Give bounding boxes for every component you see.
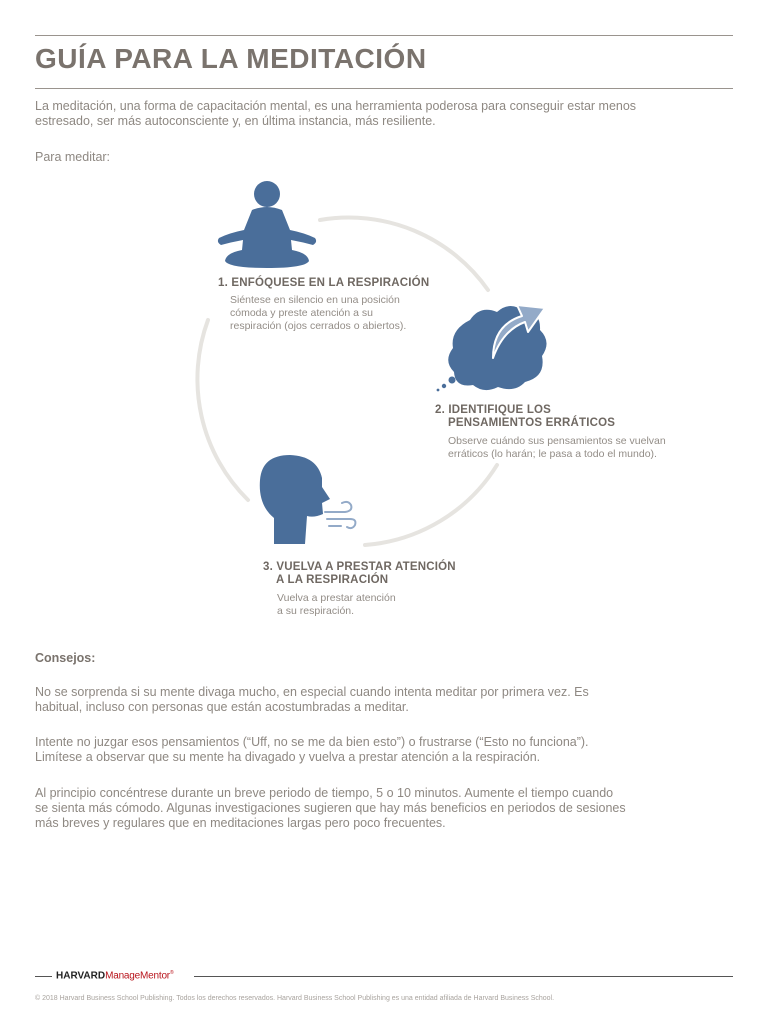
step-2-desc-line-1: Observe cuándo sus pensamientos se vuelvan xyxy=(448,435,666,447)
step-2-title-line-2: PENSAMIENTOS ERRÁTICOS xyxy=(448,417,616,429)
tip-1-line-1: No se sorprenda si su mente divaga mucho, en especial cuando intenta meditar por primera vez. Es xyxy=(35,685,589,699)
tips-heading: Consejos: xyxy=(35,651,96,665)
step-3-desc-line-2: a su respiración. xyxy=(277,605,355,617)
title-underline xyxy=(35,88,733,89)
tip-2-line-2: Limítese a observar que su mente ha divagado y vuelva a prestar atención a la respiración. xyxy=(35,750,541,764)
logo-harvard: HARVARD xyxy=(56,970,106,982)
tip-3-line-3: más breves y regulares que en meditaciones largas pero poco frecuentes. xyxy=(35,816,446,830)
step-3-title-line-2: A LA RESPIRACIÓN xyxy=(276,574,389,586)
intro-line-1: La meditación, una forma de capacitación mental, es una herramienta poderosa para conseguir estar menos xyxy=(35,99,637,113)
breath-wind-icon xyxy=(325,502,355,528)
step-1-desc-line-2: cómoda y preste atención a su xyxy=(230,307,374,319)
step-2-desc-line-2: erráticos (lo harán; le pasa a todo el mundo). xyxy=(448,448,657,460)
top-rule xyxy=(35,35,733,36)
cycle-arc-left xyxy=(197,320,248,500)
tip-3-line-1: Al principio concéntrese durante un breve periodo de tiempo, 5 o 10 minutos. Aumente el tiempo cuando xyxy=(35,786,614,800)
thought-cloud-icon xyxy=(437,305,547,391)
breathing-head-icon xyxy=(260,455,356,544)
tip-1-line-2: habitual, incluso con personas que están acostumbradas a meditar. xyxy=(35,700,409,714)
tip-2-line-1: Intente no juzgar esos pensamientos (“Uff, no se me da bien esto”) o frustrarse (“Esto no funciona”). xyxy=(35,735,589,749)
step-1-desc-line-3: respiración (ojos cerrados o abiertos). xyxy=(230,320,407,332)
copyright-notice: © 2018 Harvard Business School Publishing. Todos los derechos reservados. Harvard Business School Publishing es una entidad afiliada de Harvard Business School. xyxy=(35,995,555,1002)
intro-lead: Para meditar: xyxy=(35,150,111,164)
step-1-desc-line-1: Siéntese en silencio en una posición xyxy=(230,294,400,306)
footer-rule-left xyxy=(35,976,52,977)
step-1-title: 1. ENFÓQUESE EN LA RESPIRACIÓN xyxy=(218,277,430,289)
step-2-title-line-1: 2. IDENTIFIQUE LOS xyxy=(435,404,552,416)
logo-registered-mark: ® xyxy=(169,970,174,976)
intro-line-2: estresado, ser más autoconsciente y, en última instancia, más resiliente. xyxy=(35,114,436,128)
meditating-person-icon xyxy=(218,181,316,268)
footer-rule-right xyxy=(194,976,733,977)
harvard-managementor-logo xyxy=(56,970,173,981)
step-3-desc-line-1: Vuelva a prestar atención xyxy=(277,592,396,604)
page-title: GUÍA PARA LA MEDITACIÓN xyxy=(35,43,427,74)
logo-managementor: ManageMentor xyxy=(105,970,170,982)
tip-3-line-2: se sienta más cómodo. Algunas investigaciones sugieren que hay más beneficios en periodos de sesiones xyxy=(35,801,626,815)
step-3-title-line-1: 3. VUELVA A PRESTAR ATENCIÓN xyxy=(263,561,456,573)
cycle-arc-right xyxy=(365,465,497,545)
